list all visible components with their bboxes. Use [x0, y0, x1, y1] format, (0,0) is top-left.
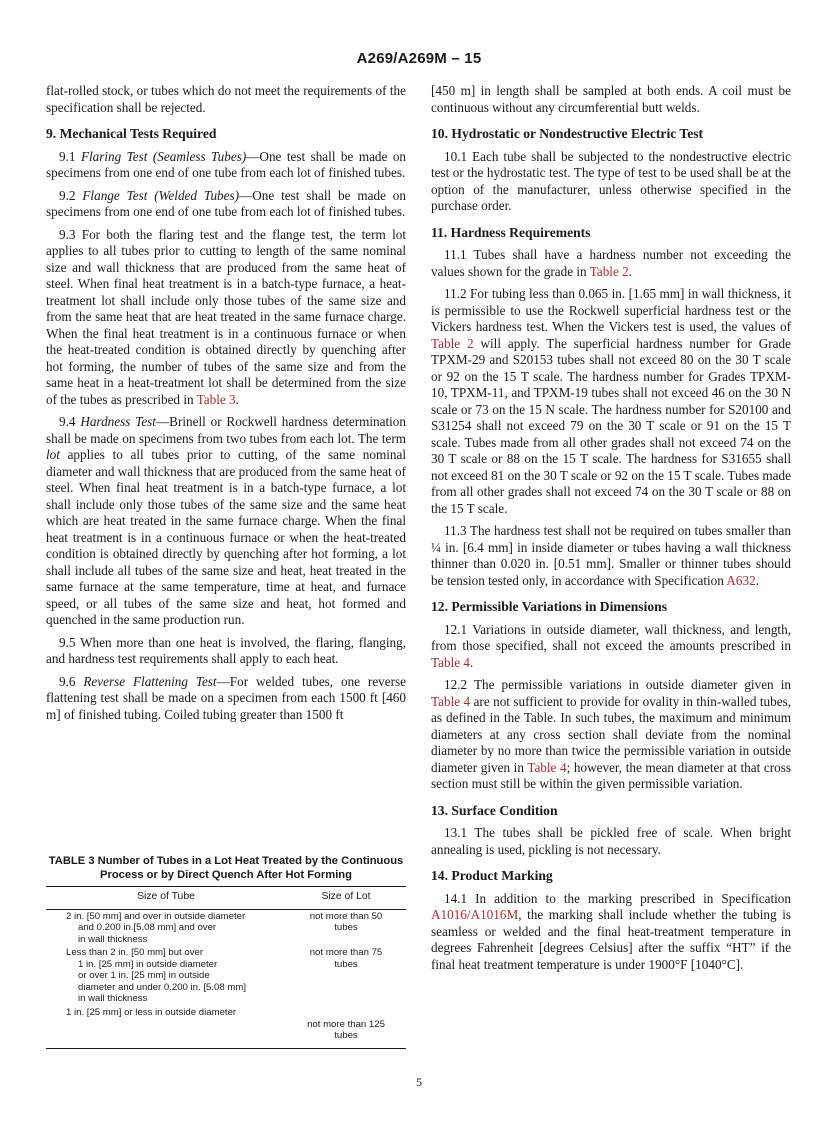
paragraph-text: are not sufficient to provide for ovality in thin-walled tubes, as defined in the Table. In such tubes, the maximum and minimum diameters at any cross section shall deviate from the nominal diameter by no more than twice the permissible variation in outside diameter given in	[431, 693, 791, 775]
cell-line: 1 in. [25 mm] in outside diameter	[78, 958, 218, 970]
section-9-heading: 9. Mechanical Tests Required	[46, 126, 217, 141]
paragraph-text: 12.2 The permissible variations in outside diameter given in	[444, 677, 791, 692]
paragraph-11-1	[431, 247, 791, 280]
section-14-heading: 14. Product Marking	[431, 868, 553, 883]
paragraph-text: will apply. The superficial hardness number for Grade TPXM-29 and S20153 tubes shall not exceed 80 on the 30 T scale or 92 on the 15 T scale. The hardness number for Grades TPXM-10, TPXM-11, and TPXM-19 tubes shall not exceed 46 on the 30 N scale or 73 on the 15 N scale. The hardness number for S20100 and S31254 shall not exceed 79 on the 30 T scale or 91 on the 15 T scale. Tubes made from all other grades shall not exceed 74 on the 30 T scale or 88 on the 15 T scale. The hardness for S31655 shall not exceed 81 on the 30 T scale or 92 on the 15 T scale. Tubes made from all other grades shall not exceed 74 on the 30 T scale or 88 on the 15 T scale.	[431, 335, 791, 516]
table-3-grid	[46, 886, 406, 1049]
paragraph-number: 9.2	[59, 187, 83, 203]
cell-line: not more than 50	[309, 910, 383, 922]
paragraph-title: Flaring Test (Seamless Tubes)	[80, 148, 247, 164]
paragraph-11-3	[431, 523, 791, 589]
term-lot: lot	[46, 447, 60, 462]
paragraph-text: —For welded tubes, one reverse flattening test shall be made on a specimen from each 1500 ft [460 m] of finished tubing. Coiled tubing greater than 1500 ft	[46, 673, 406, 722]
document-header: A269/A269M – 15	[356, 50, 482, 67]
left-column	[46, 83, 406, 729]
cell-line: tubes	[334, 1030, 358, 1041]
a632-link[interactable]: A632	[726, 572, 756, 588]
table-4-link[interactable]: Table 4	[431, 693, 471, 709]
section-13-heading: 13. Surface Condition	[431, 802, 558, 818]
paragraph-end: .	[235, 391, 239, 407]
paragraph-text: 11.3 The hardness test shall not be required on tubes smaller than ¼ in. [6.4 mm] in inside diameter or tubes having a wall thickness thinner than 0.020 in. [0.51 mm]. Smaller or thinner tubes should be tension tested only, in accordance with Specification	[431, 523, 791, 588]
paragraph-text: 14.1 In addition to the marking prescribed in Specification	[444, 890, 791, 906]
right-column	[431, 83, 791, 979]
column-header-size-of-tube: Size of Tube	[46, 887, 286, 910]
size-of-tube-cell	[46, 1006, 286, 1049]
cell-line: and 0.200 in.[5.08 mm] and over	[78, 922, 217, 933]
paragraph-9-3	[46, 227, 406, 409]
size-of-tube-cell	[46, 909, 286, 946]
table-2-link[interactable]: Table 2	[431, 335, 474, 351]
paragraph-text: —One test shall be made on specimens from one end of one tube from each lot of finished tubes.	[46, 148, 407, 180]
paragraph-9-4	[46, 414, 406, 629]
cell-line: in wall thickness	[78, 933, 148, 945]
paragraph-14-1	[431, 891, 791, 974]
column-header-size-of-lot: Size of Lot	[286, 887, 406, 910]
paragraph-11-2	[431, 286, 791, 517]
table-row	[46, 909, 406, 946]
paragraph-13-1: 13.1 The tubes shall be pickled free of scale. When bright annealing is used, pickling is not necessary.	[431, 825, 791, 857]
cell-line: tubes	[334, 958, 358, 970]
page-number: 5	[416, 1075, 422, 1089]
table-2-link[interactable]: Table 2	[589, 263, 629, 279]
paragraph-9-2	[46, 188, 406, 221]
table-row	[46, 946, 406, 1006]
paragraph-number: 9.4	[59, 414, 81, 429]
paragraph-end: .	[470, 654, 474, 670]
size-of-tube-cell	[46, 946, 286, 1006]
paragraph-9-1	[46, 149, 406, 182]
paragraph-12-1	[431, 622, 791, 672]
cell-line: Less than 2 in. [50 mm] but over	[66, 947, 204, 958]
cell-line: in wall thickness	[78, 993, 148, 1004]
table-row	[46, 1006, 406, 1049]
paragraph-text: 11.1 Tubes shall have a hardness number not exceeding the values shown for the grade in	[431, 247, 791, 279]
paragraph-title: Hardness Test	[80, 414, 156, 429]
paragraph-9-5: 9.5 When more than one heat is involved, the flaring, flanging, and hardness test requirements shall apply to each heat.	[46, 634, 406, 666]
table-4-link[interactable]: Table 4	[431, 654, 470, 670]
paragraph-12-2	[431, 677, 791, 793]
paragraph-number: 9.6	[59, 673, 84, 689]
table-3	[46, 855, 406, 1049]
cell-line: diameter and under 0.200 in. [5.08 mm]	[78, 981, 246, 993]
paragraph-text: applies to all tubes prior to cutting, of the same nominal diameter and wall thickness that are produced from the same heat of steel. When final heat treatment is in a batch-type furnace, a lot shall include only those tubes of the same size and the same heat which are heat treated in the same furnace charge. When the final heat treatment is in a continuous furnace or when the heat-treated condition is obtained directly by quenching after hot forming, a lot shall include all tubes of the same size and heat, heat treated in the same furnace at the same temperature, time at heat, and furnace speed, or all tubes of the same size and heat, hot formed and quenched in the same production run.	[46, 447, 406, 627]
paragraph-title: Flange Test (Welded Tubes)	[82, 187, 240, 203]
paragraph-text: 11.2 For tubing less than 0.065 in. [1.65 mm] in wall thickness, it is permissible to use the Rockwell superficial hardness test or the Vickers hardness test. When the Vickers test is used, the values of	[431, 286, 791, 334]
section-10-heading: 10. Hydrostatic or Nondestructive Electric Test	[431, 126, 704, 141]
section-12-heading: 12. Permissible Variations in Dimensions	[431, 599, 668, 614]
paragraph-end: .	[755, 572, 760, 588]
paragraph-text: 12.1 Variations in outside diameter, wall thickness, and length, from those specified, shall not exceed the amounts prescribed in	[431, 621, 791, 653]
continued-paragraph: flat-rolled stock, or tubes which do not meet the requirements of the specification shall be rejected.	[46, 83, 406, 115]
cell-line: tubes	[334, 922, 358, 933]
paragraph-9-6	[46, 674, 406, 724]
paragraph-text: —One test shall be made on specimens from one end of one tube from each lot of finished tubes.	[46, 187, 406, 219]
continued-paragraph: [450 m] in length shall be sampled at both ends. A coil must be continuous without any circumferential butt welds.	[431, 83, 791, 115]
size-of-lot-cell	[286, 909, 406, 946]
table-4-link[interactable]: Table 4	[527, 759, 567, 775]
paragraph-title: Reverse Flattening Test	[83, 673, 217, 689]
paragraph-text: , the marking shall include whether the tubing is seamless or welded and the final heat-treatment temperature in degrees Fahrenheit [degrees Celsius] after the suffix “HT” if the final heat treatment temperature is under 1900°F [1040°C].	[431, 907, 791, 972]
cell-line: not more than 125	[307, 1018, 385, 1030]
cell-line: 2 in. [50 mm] and over in outside diameter	[66, 910, 246, 922]
table-3-link[interactable]: Table 3	[196, 391, 236, 407]
paragraph-text: ; however, the mean diameter at that cross section must still be within the given permissible variation.	[431, 759, 791, 791]
cell-line: or over 1 in. [25 mm] in outside	[78, 970, 210, 981]
size-of-lot-cell	[286, 946, 406, 1006]
section-11-heading: 11. Hardness Requirements	[431, 224, 591, 240]
a1016-link[interactable]: A1016/A1016M	[431, 907, 519, 922]
cell-line: not more than 75	[309, 947, 383, 958]
size-of-lot-cell	[286, 1006, 406, 1049]
paragraph-end: .	[628, 263, 632, 279]
paragraph-number: 9.1	[59, 148, 81, 164]
table-3-title: TABLE 3 Number of Tubes in a Lot Heat Treated by the Continuous Process or by Direct Quench After Hot Forming	[48, 855, 404, 881]
paragraph-text: 9.3 For both the flaring test and the flange test, the term lot applies to all tubes prior to cutting to length of the same nominal size and wall thickness that are produced from the same heat of steel. When final heat treatment is in a batch-type furnace, a heat-treatment lot shall include only those tubes of the same size and from the same heat that are heat treated in the same furnace charge. When the final heat treatment is in a continuous furnace or when the heat-treated condition is obtained directly by quenching after hot forming, the number of tubes of the same size and from the same heat in a heat-treatment lot shall be determined from the size of the tubes as prescribed in	[46, 226, 406, 407]
paragraph-10-1: 10.1 Each tube shall be subjected to the nondestructive electric test or the hydrostatic test. The type of test to be used shall be at the option of the manufacturer, unless otherwise specified in the purchase order.	[431, 148, 791, 213]
cell-line: 1 in. [25 mm] or less in outside diameter	[66, 1006, 237, 1018]
paragraph-text: —Brinell or Rockwell hardness determination shall be made on specimens from two tubes from each lot. The term	[46, 414, 406, 446]
